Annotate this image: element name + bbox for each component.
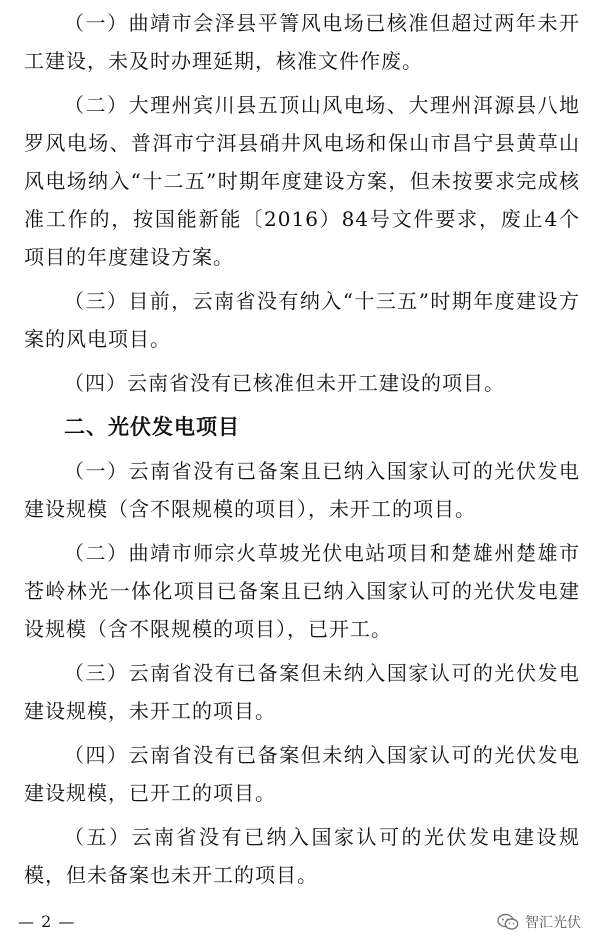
- paragraph-pv-3: （三）云南省没有已备案但未纳入国家认可的光伏发电建设规模，未开工的项目。: [24, 661, 580, 723]
- section-heading-pv: 二、光伏发电项目: [64, 415, 240, 439]
- paragraph-pv-5: （五）云南省没有已纳入国家认可的光伏发电建设规模，但未备案也未开工的项目。: [24, 825, 580, 887]
- document-body: [24, 4, 580, 900]
- wechat-icon: [497, 913, 519, 931]
- paragraph-pv-4: （四）云南省没有已备案但未纳入国家认可的光伏发电建设规模，已开工的项目。: [24, 743, 580, 805]
- paragraph-wind-pingqing: （一）曲靖市会泽县平箐风电场已核准但超过两年未开工建设，未及时办理延期，核准文件作废。: [24, 11, 580, 73]
- paragraph-pv-1: （一）云南省没有已备案且已纳入国家认可的光伏发电建设规模（含不限规模的项目），未开工的项目。: [24, 459, 580, 521]
- watermark: [497, 908, 581, 936]
- paragraph-wind-approved-not-started: （四）云南省没有已核准但未开工建设的项目。: [64, 371, 505, 395]
- watermark-text: 智汇光伏: [525, 915, 581, 931]
- page-footer: [0, 908, 601, 936]
- paragraph-wind-135-plan: （三）目前，云南省没有纳入“十三五”时期年度建设方案的风电项目。: [24, 289, 580, 351]
- paragraph-wind-four-projects: （二）大理州宾川县五顶山风电场、大理州洱源县八地罗风电场、普洱市宁洱县硝井风电场和保山市昌宁县黄草山风电场纳入“十二五”时期年度建设方案，但未按要求完成核准工作的，按国能新能〔2016）84号文件要求，废止4个项目的年度建设方案。: [24, 93, 580, 269]
- page-number: — 2 —: [18, 912, 76, 931]
- paragraph-pv-2: （二）曲靖市师宗火草坡光伏电站项目和楚雄州楚雄市苍岭林光一体化项目已备案且已纳入国家认可的光伏发电建设规模（含不限规模的项目），已开工。: [24, 541, 580, 641]
